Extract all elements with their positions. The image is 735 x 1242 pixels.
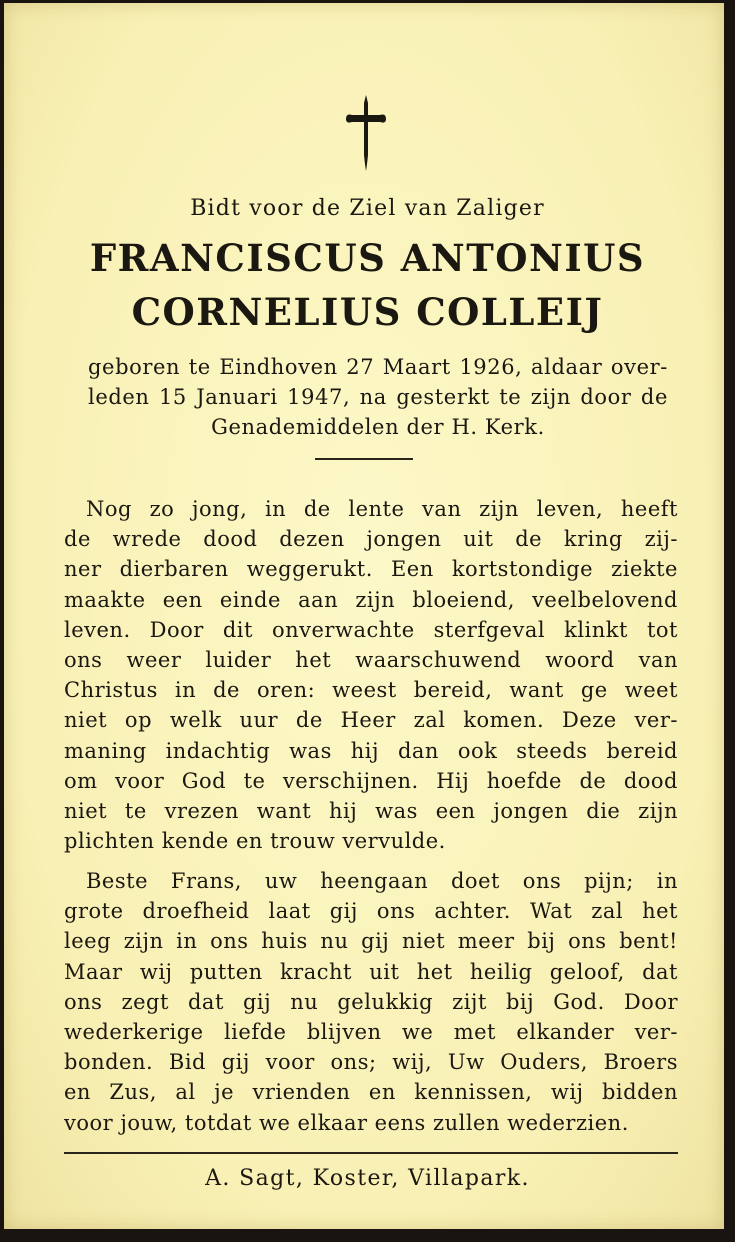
divider-long xyxy=(64,1152,678,1154)
text-line: Maar wij putten kracht uit het heilig geloof, dat xyxy=(64,959,678,984)
text-line: plichten kende en trouw vervulde. xyxy=(64,829,446,854)
deceased-name-line2: CORNELIUS COLLEIJ xyxy=(131,290,604,334)
printer-credit: A. Sagt, Koster, Villapark. xyxy=(205,1166,530,1191)
text-line: maning indachtig was hij dan ook steeds bereid xyxy=(64,738,678,763)
text-line: wederkerige liefde blijven we met elkander ver- xyxy=(64,1020,678,1045)
text-line: ons weer luider het waarschuwend woord van xyxy=(64,648,678,673)
birth-death-details xyxy=(88,352,668,442)
text-line: Beste Frans, uw heengaan doet ons pijn; in xyxy=(86,869,678,893)
text-line: en Zus, al je vrienden en kennissen, wij bidden xyxy=(64,1080,678,1105)
deceased-name-line1: FRANCISCUS ANTONIUS xyxy=(89,236,646,280)
text-line: Nog zo jong, in de lente van zijn leven, heeft xyxy=(86,497,678,521)
dates-line: Genademiddelen der H. Kerk. xyxy=(211,415,545,439)
text-line: bonden. Bid gij voor ons; wij, Uw Ouders, Broers xyxy=(64,1050,678,1075)
divider-short xyxy=(315,458,413,460)
text-line: ner dierbaren weggerukt. Een kortstondige ziekte xyxy=(64,557,678,582)
text-line: Christus in de oren: weest bereid, want ge weet xyxy=(64,678,678,703)
text-line: niet te vrezen want hij was een jongen die zijn xyxy=(64,799,678,824)
paragraph-2 xyxy=(64,866,678,1138)
dates-line: geboren te Eindhoven 27 Maart 1926, aldaar over- xyxy=(88,355,668,379)
text-line: leeg zijn in ons huis nu gij niet meer bij ons bent! xyxy=(64,929,678,954)
text-line: grote droefheid laat gij ons achter. Wat zal het xyxy=(64,899,678,924)
text-line: voor jouw, totdat we elkaar eens zullen wederzien. xyxy=(64,1110,629,1135)
text-line: de wrede dood dezen jongen uit de kring zij- xyxy=(64,527,678,552)
cross-icon xyxy=(344,93,388,173)
text-line: niet op welk uur de Heer zal komen. Deze ver- xyxy=(64,708,678,733)
intro-line: Bidt voor de Ziel van Zaliger xyxy=(190,196,545,221)
text-line: maakte een einde aan zijn bloeiend, veelbelovend xyxy=(64,587,678,612)
text-line: ons zegt dat gij nu gelukkig zijt bij God. Door xyxy=(64,989,678,1014)
text-line: leven. Door dit onverwachte sterfgeval klinkt tot xyxy=(64,617,678,642)
text-line: om voor God te verschijnen. Hij hoefde de dood xyxy=(64,768,678,793)
dates-line: leden 15 Januari 1947, na gesterkt te zijn door de xyxy=(88,385,668,409)
paragraph-1 xyxy=(64,494,678,856)
